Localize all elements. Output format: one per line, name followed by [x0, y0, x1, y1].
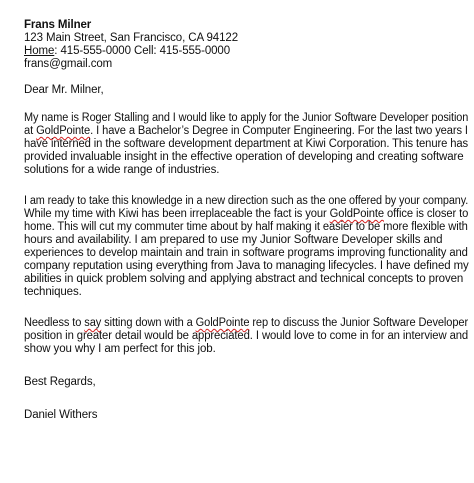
phone-numbers: : 415-555-0000 Cell: 415-555-0000: [54, 45, 231, 57]
text-span: . I have a Bachelor’s Degree in Computer Engineering. For the last two years I: [90, 125, 468, 137]
sender-address: 123 Main Street, San Francisco, CA 94122: [24, 32, 238, 44]
sender-name: Frans Milner: [24, 19, 92, 31]
salutation: Dear Mr. Milner,: [24, 84, 104, 96]
text-span: While my time with Kiwi has been irreplaceable the fact is your: [24, 208, 330, 220]
company-name: GoldPointe: [195, 317, 250, 329]
company-name: GoldPointe: [329, 208, 385, 220]
sender-email: frans@gmail.com: [24, 58, 113, 70]
company-name: GoldPointe: [36, 125, 91, 137]
paragraph2-line: company reputation using everything from Java to managing lifecycles. I have defined my: [24, 260, 469, 272]
text-span: Needless to: [24, 317, 85, 329]
flagged-word: say: [84, 317, 102, 329]
paragraph1-line: solutions for a wide range of industries.: [24, 164, 220, 176]
paragraph1-line: have interned in the software development department at Kiwi Corporation. This tenure has: [24, 138, 469, 150]
paragraph1-line: My name is Roger Stalling and I would like to apply for the Junior Software Developer position: [24, 112, 469, 124]
sender-phones: [24, 45, 230, 58]
paragraph3-line: show you why I am perfect for this job.: [24, 343, 216, 355]
paragraph3-line: position in greater detail would be appreciated. I would love to come in for an interview and: [24, 330, 469, 342]
closing: Best Regards,: [24, 376, 96, 388]
paragraph1-line: provided invaluable insight in the effective operation of developing and creating software: [24, 151, 464, 163]
paragraph2-line: techniques.: [24, 286, 82, 298]
paragraph2-line: hours and availability. I am prepared to use my Junior Software Developer skills and: [24, 234, 443, 246]
paragraph3-line: [24, 317, 468, 330]
text-span: at: [24, 125, 37, 137]
paragraph2-line: home. This will cut my commuter time about by half making it easier to be more flexible with: [24, 221, 468, 233]
signature: Daniel Withers: [24, 409, 98, 421]
text-span: sitting down with a: [101, 317, 196, 329]
paragraph2-line: I am ready to take this knowledge in a new direction such as the one offered by your company.: [24, 195, 469, 207]
home-label: Home: [24, 45, 55, 57]
text-span: office is closer to: [384, 208, 469, 220]
paragraph2-line: [24, 208, 468, 221]
text-span: rep to discuss the Junior Software Developer: [249, 317, 469, 329]
paragraph2-line: abilities in quick problem solving and applying abstract and technical concepts to proven: [24, 273, 464, 285]
paragraph2-line: experiences to develop maintain and train in software programs improving functionality and: [24, 247, 468, 259]
paragraph1-line: [24, 125, 468, 138]
